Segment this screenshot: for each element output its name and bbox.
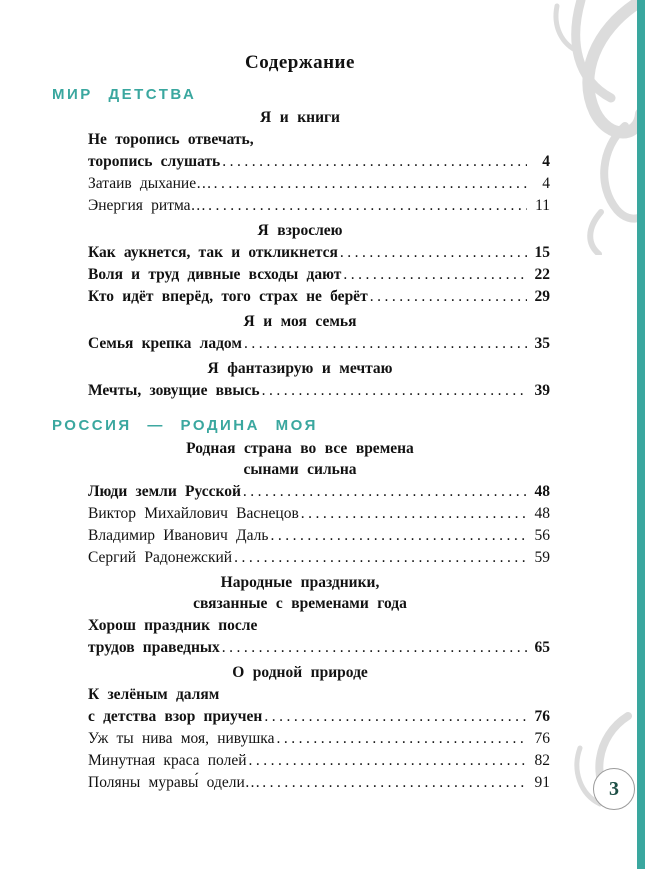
dot-leader — [222, 637, 527, 659]
toc-entry — [50, 481, 550, 503]
toc-group — [50, 663, 550, 794]
toc-entry-title: Мечты, зовущие ввысь — [88, 382, 260, 399]
page-title: Содержание — [245, 52, 355, 73]
toc-group — [50, 312, 550, 355]
toc-entry — [50, 637, 550, 659]
toc-entry-page: 91 — [534, 774, 550, 791]
toc-entry-page: 4 — [542, 175, 550, 192]
section-title: МИР ДЕТСТВА — [52, 86, 197, 103]
toc-entry-page: 48 — [534, 505, 550, 522]
toc-entry — [50, 772, 550, 794]
toc-entry-title: Уж ты нива моя, нивушка — [88, 730, 275, 747]
toc-group — [50, 359, 550, 402]
dot-leader — [243, 481, 527, 503]
toc-entry — [50, 242, 550, 264]
group-heading: Я и моя семья — [243, 313, 357, 330]
accent-stripe — [637, 0, 645, 869]
dot-leader — [262, 380, 527, 402]
dot-leader — [208, 195, 527, 217]
toc-entry — [50, 380, 550, 402]
toc-entry-title: Кто идёт вперёд, того страх не берёт — [88, 288, 368, 305]
toc-entry-title: торопись слушать — [88, 153, 221, 170]
toc-entry — [50, 525, 550, 547]
toc-entry-title: трудов праведных — [88, 639, 220, 656]
group-heading: Родная страна во все времена — [186, 440, 414, 457]
toc-entry-line: К зелёным далям — [88, 686, 220, 703]
group-heading: Я фантазирую и мечтаю — [207, 360, 393, 377]
toc-entry — [50, 750, 550, 772]
toc-entry-title: Сергий Радонежский — [88, 549, 233, 566]
dot-leader — [214, 173, 527, 195]
toc-entry-title: Затаив дыхание… — [88, 175, 212, 192]
group-heading: Я взрослею — [257, 222, 343, 239]
toc-entry-title: с детства взор приучен — [88, 708, 263, 725]
page-number-badge — [593, 768, 635, 810]
toc-entry — [50, 728, 550, 750]
toc-entry — [50, 706, 550, 728]
toc-entry-page: 4 — [542, 153, 550, 170]
contents-page — [50, 52, 550, 794]
toc-group — [50, 221, 550, 308]
section-title: РОССИЯ — РОДИНА МОЯ — [52, 417, 318, 434]
toc-entry — [50, 286, 550, 308]
dot-leader — [222, 151, 527, 173]
dot-leader — [264, 706, 527, 728]
toc-entry-page: 76 — [534, 730, 550, 747]
toc-entry-title: Как аукнется, так и откликнется — [88, 244, 338, 261]
dot-leader — [301, 503, 527, 525]
toc-section — [50, 86, 550, 402]
toc-entry — [50, 547, 550, 569]
toc-entry-page: 65 — [534, 639, 550, 656]
toc-entry-title: Воля и труд дивные всходы дают — [88, 266, 342, 283]
toc-entry-title: Виктор Михайлович Васнецов — [88, 505, 299, 522]
page-number: 3 — [609, 777, 619, 800]
toc-entry — [50, 333, 550, 355]
dot-leader — [270, 525, 527, 547]
toc-entry — [50, 151, 550, 173]
group-heading: О родной природе — [232, 664, 368, 681]
toc — [50, 86, 550, 794]
toc-entry-title: Владимир Иванович Даль — [88, 527, 269, 544]
toc-entry — [50, 503, 550, 525]
toc-entry-page: 76 — [534, 708, 550, 725]
toc-entry-page: 22 — [534, 266, 550, 283]
dot-leader — [370, 286, 527, 308]
toc-group — [50, 439, 550, 569]
toc-entry-title: Поляны муравы́ одели… — [88, 774, 261, 791]
toc-entry-page: 39 — [534, 382, 550, 399]
dot-leader — [262, 772, 527, 794]
toc-entry-line: Не торопись отвечать, — [88, 131, 254, 148]
toc-entry-title: Люди земли Русской — [88, 483, 241, 500]
dot-leader — [249, 750, 528, 772]
toc-entry — [50, 173, 550, 195]
toc-entry-page: 15 — [534, 244, 550, 261]
dot-leader — [234, 547, 527, 569]
dot-leader — [343, 264, 527, 286]
toc-section — [50, 417, 550, 794]
toc-entry-title: Минутная краса полей — [88, 752, 247, 769]
toc-entry-title: Семья крепка ладом — [88, 335, 242, 352]
toc-group — [50, 573, 550, 659]
toc-entry-page: 56 — [534, 527, 550, 544]
dot-leader — [340, 242, 527, 264]
group-heading: сынами сильна — [243, 461, 357, 478]
toc-entry-line: Хорош праздник после — [88, 617, 258, 634]
toc-group — [50, 108, 550, 217]
toc-entry — [50, 195, 550, 217]
toc-entry-page: 48 — [534, 483, 550, 500]
group-heading: Народные праздники, — [220, 574, 380, 591]
toc-entry-page: 35 — [534, 335, 550, 352]
dot-leader — [276, 728, 527, 750]
toc-entry-page: 11 — [535, 197, 550, 214]
toc-entry-title: Энергия ритма… — [88, 197, 207, 214]
toc-entry-page: 59 — [534, 549, 550, 566]
toc-entry — [50, 264, 550, 286]
toc-entry-page: 82 — [534, 752, 550, 769]
group-heading: связанные с временами года — [193, 595, 407, 612]
toc-entry-page: 29 — [534, 288, 550, 305]
group-heading: Я и книги — [260, 109, 340, 126]
dot-leader — [244, 333, 527, 355]
